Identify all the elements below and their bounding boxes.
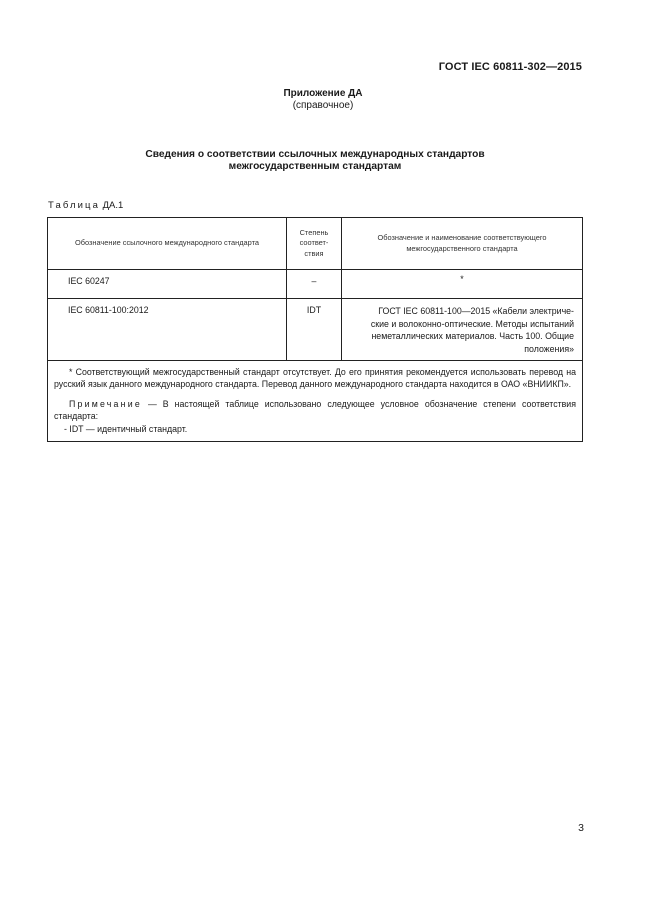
annex-heading bbox=[0, 88, 646, 112]
table-caption bbox=[48, 200, 123, 211]
page-number: 3 bbox=[578, 822, 584, 834]
row-reference-code: IEC 60247 bbox=[48, 270, 287, 299]
row-reference-code: IEC 60811-100:2012 bbox=[48, 299, 287, 361]
section-title bbox=[0, 149, 630, 173]
table-notes-row bbox=[48, 361, 583, 442]
footnote: * Соответствующий межгосударственный стандарт отсутствует. До его принятия рекомендуется использовать перевод на русский язык данного международного стандарта. Перевод данного международного стандарта находится в ОАО «ВНИИКП». bbox=[54, 367, 576, 390]
note-label: Примечание bbox=[69, 398, 142, 409]
table-caption-label: Таблица bbox=[48, 200, 100, 211]
section-title-line-1: Сведения о соответствии ссылочных международных стандартов bbox=[145, 149, 485, 160]
note bbox=[54, 398, 576, 423]
header-interstate-standard: Обозначение и наименование соответствующего межгосударственного стандарта bbox=[342, 218, 583, 270]
row-degree: – bbox=[287, 270, 342, 299]
annex-subtitle: (справочное) bbox=[292, 100, 354, 111]
table-caption-id: ДА.1 bbox=[102, 200, 124, 211]
note-item: - IDT — идентичный стандарт. bbox=[64, 423, 188, 434]
correspondence-table bbox=[47, 217, 583, 442]
header-degree: Степень соответ- ствия bbox=[287, 218, 342, 270]
table-header-row bbox=[48, 218, 583, 270]
row-interstate-name: ГОСТ IEC 60811-100—2015 «Кабели электриче- ские и волоконно-оптические. Методы испытаний неметаллических материалов. Часть 100. Общие положения» bbox=[342, 299, 583, 361]
row-interstate-name: * bbox=[342, 270, 583, 299]
section-title-line-2: межгосударственным стандартам bbox=[228, 161, 402, 172]
table-row bbox=[48, 299, 583, 361]
document-code: ГОСТ IEC 60811-302—2015 bbox=[438, 61, 582, 73]
header-reference-standard: Обозначение ссылочного международного стандарта bbox=[48, 218, 287, 270]
table-notes bbox=[48, 361, 583, 442]
annex-title: Приложение ДА bbox=[283, 88, 363, 99]
table-row bbox=[48, 270, 583, 299]
row-degree: IDT bbox=[287, 299, 342, 361]
note-text: — В настоящей таблице использовано следующее условное обозначение степени соответствия стандарта: bbox=[54, 398, 576, 422]
